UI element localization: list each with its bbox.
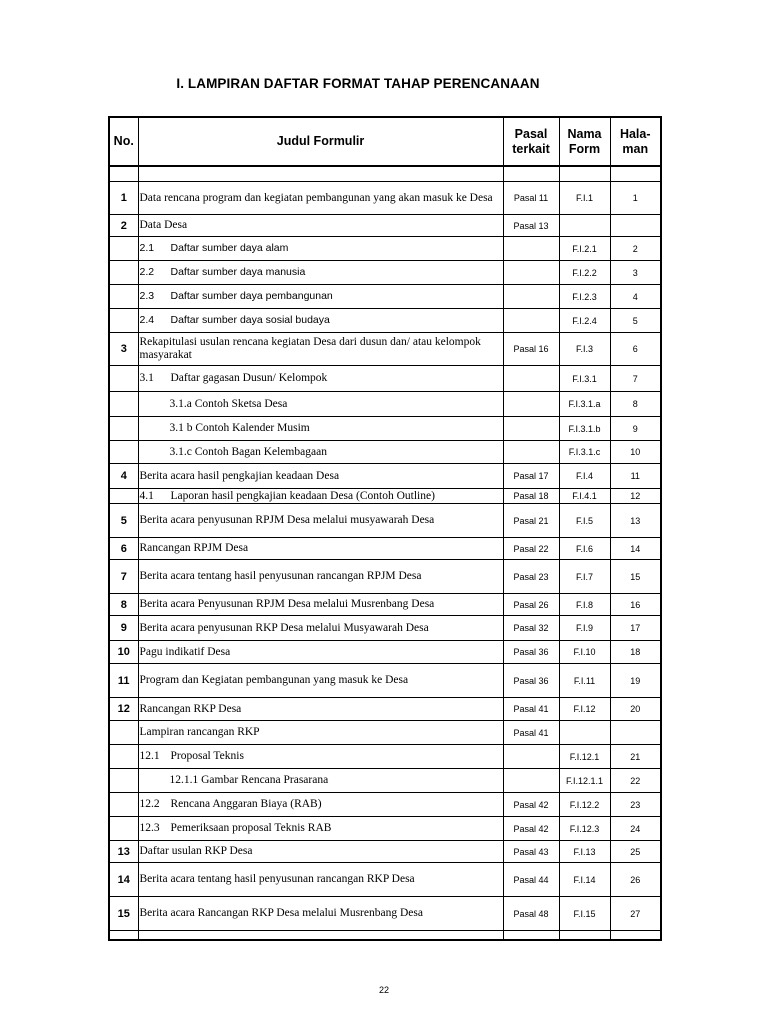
header-pasal-line1: Pasal xyxy=(514,126,548,141)
row-title xyxy=(138,441,503,464)
row-number: 10 xyxy=(109,641,138,664)
row-number xyxy=(109,793,138,817)
row-number: 4 xyxy=(109,464,138,489)
row-halaman: 14 xyxy=(610,538,661,560)
row-title-text: Berita acara Penyusunan RPJM Desa melalui Musrenbang Desa xyxy=(139,598,435,610)
row-title xyxy=(138,182,503,215)
row-subnumber: 3.1 xyxy=(139,372,154,384)
table-row xyxy=(109,215,661,237)
row-pasal: Pasal 17 xyxy=(503,464,559,489)
row-title xyxy=(138,392,503,417)
row-number: 11 xyxy=(109,664,138,698)
row-pasal: Pasal 13 xyxy=(503,215,559,237)
row-halaman: 1 xyxy=(610,182,661,215)
row-number xyxy=(109,769,138,793)
row-subnumber: 2.4 xyxy=(139,314,155,326)
row-title-text: Berita acara tentang hasil penyusunan rancangan RKP Desa xyxy=(139,873,415,885)
row-number: 12 xyxy=(109,698,138,721)
row-title-text: Berita acara hasil pengkajian keadaan Desa xyxy=(139,469,340,482)
row-halaman: 9 xyxy=(610,417,661,441)
row-pasal: Pasal 42 xyxy=(503,793,559,817)
spacer-row xyxy=(109,931,661,941)
row-title-text: 12.1.1 Gambar Rencana Prasarana xyxy=(169,774,329,786)
row-pasal: Pasal 41 xyxy=(503,721,559,745)
page-number: 22 xyxy=(378,985,389,995)
row-form: F.I.13 xyxy=(559,841,610,863)
row-pasal: Pasal 41 xyxy=(503,698,559,721)
row-number: 6 xyxy=(109,538,138,560)
row-title xyxy=(138,237,503,261)
row-form: F.I.11 xyxy=(559,664,610,698)
row-halaman: 2 xyxy=(610,237,661,261)
row-pasal xyxy=(503,261,559,285)
row-title xyxy=(138,560,503,594)
row-subnumber: 12.2 xyxy=(139,798,160,810)
table-row xyxy=(109,366,661,392)
row-title-text: Laporan hasil pengkajian keadaan Desa (Contoh Outline) xyxy=(170,489,435,502)
row-number xyxy=(109,261,138,285)
row-subnumber: 2.1 xyxy=(139,242,155,254)
row-halaman: 3 xyxy=(610,261,661,285)
row-form: F.I.8 xyxy=(559,594,610,616)
row-pasal xyxy=(503,285,559,309)
table-row xyxy=(109,793,661,817)
table-header-row xyxy=(109,117,661,166)
table-row xyxy=(109,309,661,333)
row-number xyxy=(109,489,138,504)
row-form: F.I.7 xyxy=(559,560,610,594)
row-number xyxy=(109,285,138,309)
row-number xyxy=(109,441,138,464)
row-title xyxy=(138,464,503,489)
row-title xyxy=(138,745,503,769)
row-number xyxy=(109,721,138,745)
row-title-text: Rencana Anggaran Biaya (RAB) xyxy=(170,798,322,810)
row-pasal: Pasal 48 xyxy=(503,897,559,931)
row-number: 9 xyxy=(109,616,138,641)
row-form: F.I.12.2 xyxy=(559,793,610,817)
row-number: 7 xyxy=(109,560,138,594)
row-title-text: Daftar sumber daya pembangunan xyxy=(170,290,333,302)
table-row xyxy=(109,261,661,285)
row-title-text: Rekapitulasi usulan rencana kegiatan Desa dari dusun dan/ atau kelompok masyarakat xyxy=(139,336,481,361)
row-pasal: Pasal 23 xyxy=(503,560,559,594)
row-pasal xyxy=(503,745,559,769)
row-form: F.I.5 xyxy=(559,504,610,538)
header-hal-line2: man xyxy=(622,141,649,156)
row-pasal xyxy=(503,309,559,333)
row-number: 2 xyxy=(109,215,138,237)
row-form: F.I.3.1.b xyxy=(559,417,610,441)
row-form: F.I.1 xyxy=(559,182,610,215)
row-title xyxy=(138,769,503,793)
row-title-text: 3.1 b Contoh Kalender Musim xyxy=(169,422,310,434)
row-number: 13 xyxy=(109,841,138,863)
row-subnumber: 2.2 xyxy=(139,266,155,278)
table-row xyxy=(109,489,661,504)
row-number xyxy=(109,417,138,441)
row-halaman: 10 xyxy=(610,441,661,464)
row-title xyxy=(138,333,503,366)
row-number xyxy=(109,392,138,417)
row-title xyxy=(138,594,503,616)
row-pasal: Pasal 18 xyxy=(503,489,559,504)
row-title-text: Berita acara Rancangan RKP Desa melalui Musrenbang Desa xyxy=(139,907,423,919)
row-pasal: Pasal 32 xyxy=(503,616,559,641)
table-row xyxy=(109,441,661,464)
row-number: 3 xyxy=(109,333,138,366)
row-form: F.I.15 xyxy=(559,897,610,931)
header-pasal xyxy=(503,117,559,166)
row-title xyxy=(138,841,503,863)
row-title xyxy=(138,863,503,897)
row-form: F.I.2.1 xyxy=(559,237,610,261)
row-title xyxy=(138,215,503,237)
row-halaman xyxy=(610,215,661,237)
row-form: F.I.4 xyxy=(559,464,610,489)
table-row xyxy=(109,504,661,538)
row-title xyxy=(138,817,503,841)
table-row xyxy=(109,417,661,441)
row-title xyxy=(138,793,503,817)
row-title-text: Berita acara penyusunan RKP Desa melalui Musyawarah Desa xyxy=(139,621,429,634)
row-form: F.I.12.1.1 xyxy=(559,769,610,793)
table-row xyxy=(109,182,661,215)
table-row xyxy=(109,285,661,309)
row-form: F.I.3.1.c xyxy=(559,441,610,464)
row-title-text: Daftar sumber daya sosial budaya xyxy=(170,314,330,326)
row-form: F.I.2.4 xyxy=(559,309,610,333)
row-halaman: 27 xyxy=(610,897,661,931)
row-title xyxy=(138,261,503,285)
row-number xyxy=(109,817,138,841)
row-title xyxy=(138,366,503,392)
row-halaman: 21 xyxy=(610,745,661,769)
row-form: F.I.12 xyxy=(559,698,610,721)
table-row xyxy=(109,392,661,417)
row-halaman: 16 xyxy=(610,594,661,616)
row-title-text: Berita acara penyusunan RPJM Desa melalui musyawarah Desa xyxy=(139,514,435,526)
row-pasal: Pasal 36 xyxy=(503,641,559,664)
row-pasal: Pasal 16 xyxy=(503,333,559,366)
row-halaman: 4 xyxy=(610,285,661,309)
row-halaman: 24 xyxy=(610,817,661,841)
row-title xyxy=(138,285,503,309)
row-form: F.I.14 xyxy=(559,863,610,897)
row-halaman: 5 xyxy=(610,309,661,333)
document-title: I. LAMPIRAN DAFTAR FORMAT TAHAP PERENCANAAN xyxy=(176,76,540,91)
table-row xyxy=(109,698,661,721)
row-title xyxy=(138,489,503,504)
row-title-text: Daftar sumber daya alam xyxy=(170,242,289,254)
row-halaman: 26 xyxy=(610,863,661,897)
table-row xyxy=(109,817,661,841)
row-title-text: Daftar usulan RKP Desa xyxy=(139,845,253,857)
row-form: F.I.9 xyxy=(559,616,610,641)
row-subnumber: 12.1 xyxy=(139,750,160,762)
row-halaman: 13 xyxy=(610,504,661,538)
row-pasal: Pasal 22 xyxy=(503,538,559,560)
table-row xyxy=(109,464,661,489)
table-row xyxy=(109,333,661,366)
table-row xyxy=(109,664,661,698)
row-title-text: Data Desa xyxy=(139,219,188,231)
row-pasal xyxy=(503,441,559,464)
row-pasal: Pasal 11 xyxy=(503,182,559,215)
row-halaman: 6 xyxy=(610,333,661,366)
row-title-text: Program dan Kegiatan pembangunan yang masuk ke Desa xyxy=(139,674,409,686)
row-pasal: Pasal 44 xyxy=(503,863,559,897)
row-title xyxy=(138,641,503,664)
row-halaman: 20 xyxy=(610,698,661,721)
row-title xyxy=(138,616,503,641)
header-hal-line1: Hala- xyxy=(619,126,651,141)
row-subnumber: 2.3 xyxy=(139,290,155,302)
row-pasal xyxy=(503,769,559,793)
row-halaman: 15 xyxy=(610,560,661,594)
row-title-text: Proposal Teknis xyxy=(170,750,244,762)
table-row xyxy=(109,641,661,664)
table-row xyxy=(109,616,661,641)
row-form xyxy=(559,215,610,237)
row-title-text: 3.1.c Contoh Bagan Kelembagaan xyxy=(169,445,327,458)
row-number xyxy=(109,309,138,333)
row-form: F.I.6 xyxy=(559,538,610,560)
table-row xyxy=(109,721,661,745)
form-list-table xyxy=(108,116,662,941)
row-pasal: Pasal 36 xyxy=(503,664,559,698)
row-title-text: Lampiran rancangan RKP xyxy=(139,726,260,738)
row-halaman: 19 xyxy=(610,664,661,698)
row-number: 5 xyxy=(109,504,138,538)
header-pasal-line2: terkait xyxy=(512,141,550,156)
row-title xyxy=(138,721,503,745)
row-pasal: Pasal 21 xyxy=(503,504,559,538)
table-row xyxy=(109,841,661,863)
row-pasal xyxy=(503,392,559,417)
row-pasal: Pasal 43 xyxy=(503,841,559,863)
row-title-text: Berita acara tentang hasil penyusunan rancangan RPJM Desa xyxy=(139,570,422,582)
row-title xyxy=(138,417,503,441)
row-title xyxy=(138,309,503,333)
row-halaman: 25 xyxy=(610,841,661,863)
table-body xyxy=(109,166,661,940)
row-title-text: 3.1.a Contoh Sketsa Desa xyxy=(169,397,288,410)
row-number xyxy=(109,745,138,769)
row-subnumber: 12.3 xyxy=(139,822,160,834)
table-row xyxy=(109,538,661,560)
row-pasal xyxy=(503,237,559,261)
table-row xyxy=(109,863,661,897)
row-halaman: 7 xyxy=(610,366,661,392)
row-pasal: Pasal 26 xyxy=(503,594,559,616)
row-form: F.I.12.1 xyxy=(559,745,610,769)
row-subnumber: 4.1 xyxy=(139,489,154,502)
table-row xyxy=(109,769,661,793)
row-number: 15 xyxy=(109,897,138,931)
header-no: No. xyxy=(109,117,138,166)
row-halaman xyxy=(610,721,661,745)
row-title-text: Pagu indikatif Desa xyxy=(139,645,231,658)
row-halaman: 22 xyxy=(610,769,661,793)
table-row xyxy=(109,745,661,769)
row-form: F.I.3.1.a xyxy=(559,392,610,417)
row-title-text: Rancangan RPJM Desa xyxy=(139,542,249,554)
row-pasal xyxy=(503,366,559,392)
row-form xyxy=(559,721,610,745)
row-halaman: 11 xyxy=(610,464,661,489)
row-title-text: Daftar gagasan Dusun/ Kelompok xyxy=(170,372,328,384)
row-form: F.I.3.1 xyxy=(559,366,610,392)
row-title-text: Data rencana program dan kegiatan pembangunan yang akan masuk ke Desa xyxy=(139,191,493,204)
row-title-text: Rancangan RKP Desa xyxy=(139,702,242,715)
row-number: 14 xyxy=(109,863,138,897)
row-title xyxy=(138,504,503,538)
row-title-text: Pemeriksaan proposal Teknis RAB xyxy=(170,822,332,834)
header-form-line2: Form xyxy=(568,141,601,156)
row-pasal xyxy=(503,417,559,441)
row-form: F.I.10 xyxy=(559,641,610,664)
row-title xyxy=(138,538,503,560)
row-halaman: 23 xyxy=(610,793,661,817)
row-halaman: 18 xyxy=(610,641,661,664)
row-form: F.I.12.3 xyxy=(559,817,610,841)
row-form: F.I.2.3 xyxy=(559,285,610,309)
row-title xyxy=(138,897,503,931)
row-number: 8 xyxy=(109,594,138,616)
row-halaman: 8 xyxy=(610,392,661,417)
header-judul: Judul Formulir xyxy=(138,117,503,166)
table-row xyxy=(109,560,661,594)
row-number xyxy=(109,237,138,261)
table-row xyxy=(109,237,661,261)
table-row xyxy=(109,897,661,931)
row-number: 1 xyxy=(109,182,138,215)
row-pasal: Pasal 42 xyxy=(503,817,559,841)
header-form-line1: Nama xyxy=(567,126,602,141)
row-halaman: 12 xyxy=(610,489,661,504)
row-form: F.I.2.2 xyxy=(559,261,610,285)
spacer-row xyxy=(109,166,661,182)
header-halaman xyxy=(610,117,661,166)
table-row xyxy=(109,594,661,616)
row-title xyxy=(138,664,503,698)
row-halaman: 17 xyxy=(610,616,661,641)
header-form xyxy=(559,117,610,166)
row-title-text: Daftar sumber daya manusia xyxy=(170,266,306,278)
row-form: F.I.4.1 xyxy=(559,489,610,504)
row-form: F.I.3 xyxy=(559,333,610,366)
row-title xyxy=(138,698,503,721)
row-number xyxy=(109,366,138,392)
